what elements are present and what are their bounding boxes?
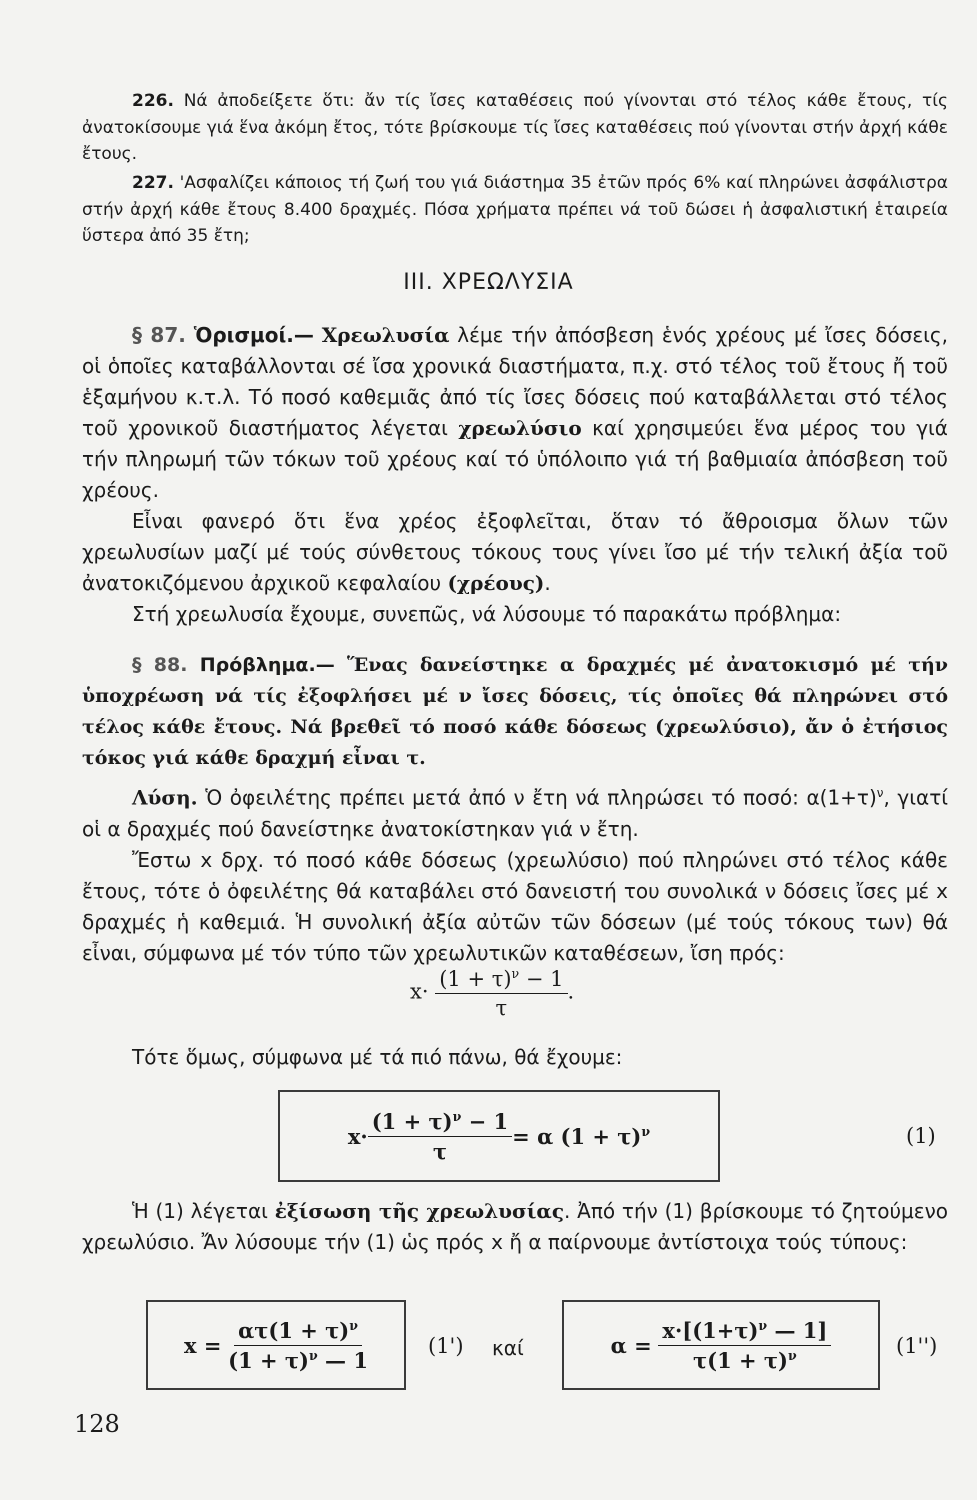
solution-paragraph-3: Τότε ὅμως, σύμφωνα μέ τά πιό πάνω, θά ἔχουμε: xyxy=(132,1045,623,1069)
formula-total-value: x· $\frac{(1 + \tau)^\nu - 1}{\tau}$ . xyxy=(410,966,575,1020)
definition-text: λέμε τήν ἀπόσβεση ἑνός χρέους μέ ἴσες δόσεις, οἱ ὁποῖες καταβάλλονται σέ ἴσα χρονικά διαστήματα, π.χ. στό τέλος τοῦ ἔτους ἤ τοῦ ἑξαμήνου κ.τ.λ. Τό ποσό καθεμιᾶς ἀπό τίς ἴσες δόσεις πού καταβάλλεται στό τέλος τοῦ χρονικοῦ διαστήματος λέγεται xyxy=(82,323,949,440)
equation-label-1-double-prime: (1'') xyxy=(896,1334,938,1358)
page-number: 128 xyxy=(74,1410,120,1438)
conjunction-and: καί xyxy=(492,1336,524,1360)
equation-label-1-prime: (1') xyxy=(428,1334,464,1358)
exercise-226 xyxy=(82,88,948,168)
boxed-equation-1-prime: x = $\frac{\alpha\tau(1 + \tau)^\nu}{(1 + \tau)^\nu — 1}$ xyxy=(146,1300,406,1390)
solution-label: Λύση. xyxy=(132,785,198,810)
section-title: III. ΧΡΕΩΛΥΣΙΑ xyxy=(403,270,574,295)
solution-paragraph-2: Ἔστω x δρχ. τό ποσό κάθε δόσεως (χρεωλύσιο) πού πληρώνει στό τέλος κάθε ἔτους, τότε ὁ ὀφειλέτης θά καταβάλει στό δανειστή του συνολικά ν δόσεις ἴσες μέ x δραχμές ἡ καθεμιά. Ἡ συνολική ἀξία αὐτῶν τῶν δόσεων (μέ τούς τόκους των) θά εἶναι, σύμφωνα μέ τόν τύπο τῶν χρεωλυτικῶν καταθέσεων, ἴση πρός: xyxy=(82,847,948,965)
exercise-number: 227. xyxy=(132,173,174,193)
paragraph-88 xyxy=(82,650,948,774)
exercise-text: Νά ἀποδείξετε ὅτι: ἄν τίς ἴσες καταθέσεις πού γίνονται στό τέλος κάθε ἔτους, τίς ἀνατοκίσουμε γιά ἕνα ἀκόμη ἔτος, τότε βρίσκουμε τίς ἴσες καταθέσεις πού γίνονται στήν ἀρχή κάθε ἔτους. xyxy=(82,91,948,164)
paragraph-heading: Πρόβλημα.— xyxy=(199,654,335,676)
problem-text: Ἕνας δανείστηκε α δραχμές μέ ἀνατοκισμό μέ τήν ὑποχρέωση νά τίς ἐξοφλήσει μέ ν ἴσες δόσεις, τίς ὁποῖες θά πληρώνει στό τέλος κάθε ἔτους. Νά βρεθεῖ τό ποσό κάθε δόσεως (χρεωλύσιο), ἄν ὁ ἐτήσιος τόκος γιά κάθε δραχμή εἶναι τ. xyxy=(82,654,948,769)
solution-paragraph-4: Ἡ (1) λέγεται ἐξίσωση τῆς χρεωλυσίας. Ἀπό τήν (1) βρίσκουμε τό ζητούμενο χρεωλύσιο. Ἄν λύσουμε τήν (1) ὡς πρός x ἤ α παίρνουμε ἀντίστοιχα τούς τύπους: xyxy=(82,1199,948,1254)
paragraph-problem-intro: Στή χρεωλυσία ἔχουμε, συνεπῶς, νά λύσουμε τό παρακάτω πρόβλημα: xyxy=(132,602,842,626)
exercise-number: 226. xyxy=(132,91,174,111)
definition-text-end: καί χρησιμεύει ἕνα μέρος του γιά τήν πληρωμή τῶν τόκων τοῦ χρέους καί τό ὑπόλοιπο γιά τή βαθμιαία ἀπόσβεση τοῦ χρέους. xyxy=(82,416,948,502)
equation-label-1: (1) xyxy=(906,1124,936,1148)
paragraph-heading: Ὁρισμοί.— xyxy=(193,323,314,347)
exercise-227 xyxy=(82,170,948,250)
solution-block: Λύση. Ὁ ὀφειλέτης πρέπει μετά ἀπό ν ἔτη νά πληρώσει τό ποσό: $\alpha(1+\tau)^\nu$, γιατί οἱ α δραχμές πού δανείστηκε ἀνατοκίστηκαν γιά ν ἔτη. Ἔστω x δρχ. τό ποσό κάθε δόσεως (χρεωλύσιο) πού πληρώνει στό τέλος κάθε ἔτους, τότε ὁ ὀφειλέτης θά καταβάλει στό δανειστή του συνολικά ν δόσεις ἴσες μέ x δραχμές ἡ καθεμιά. Ἡ συνολική ἀξία αὐτῶν τῶν δόσεων (μέ τούς τόκους των) θά εἶναι, σύμφωνα μέ τόν τύπο τῶν χρεωλυτικῶν καταθέσεων, ἴση πρός: xyxy=(82,778,948,969)
paragraph-debt-repaid: Εἶναι φανερό ὅτι ἕνα χρέος ἐξοφλεῖται, ὅταν τό ἄθροισμα ὅλων τῶν χρεωλυσίων μαζί μέ τούς σύνθετους τόκους τους γίνει ἴσο μέ τήν τελική ἀξία τοῦ ἀνατοκιζόμενου ἀρχικοῦ κεφαλαίου (χρέους). xyxy=(82,509,948,595)
exercise-text: 'Ασφαλίζει κάποιος τή ζωή του γιά διάστημα 35 ἐτῶν πρός 6% καί πληρώνει ἀσφάλιστρα στήν ἀρχή κάθε ἔτους 8.400 δραχμές. Πόσα χρήματα πρέπει νά τοῦ δώσει ἡ ἀσφαλιστική ἑταιρεία ὕστερα ἀπό 35 ἔτη; xyxy=(82,173,948,246)
paragraph-87 xyxy=(82,320,948,630)
term-installment: χρεωλύσιο xyxy=(458,416,582,440)
boxed-equation-1: x· $\frac{(1 + \tau)^\nu - 1}{\tau}$ = α $(1 + \tau)^\nu$ xyxy=(278,1090,720,1182)
term-amortization: Χρεωλυσία xyxy=(321,323,450,347)
section-sign: § 88. xyxy=(132,654,188,676)
boxed-equation-1-double-prime: α = $\frac{x\cdot[(1+\tau)^\nu — 1]}{\tau(1 + \tau)^\nu}$ xyxy=(562,1300,880,1390)
section-sign: § 87. xyxy=(132,323,186,347)
